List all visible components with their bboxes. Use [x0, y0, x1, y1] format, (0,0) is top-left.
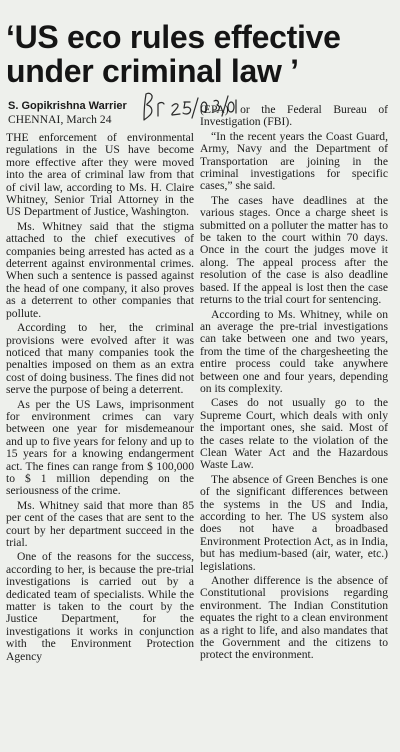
paragraph: One of the reasons for the success, according to her, is because the pre-trial investigations is carried out by a dedicated team of specialists. While the matter is taken to the court by the Justice Department, for the investigations it works in conjunction with the Environment Protection Agency [6, 550, 194, 663]
dateline-city: CHENNAI, [8, 114, 64, 126]
paragraph: THE enforcement of environmental regulations in the US have become more effective after they were moved into the area of criminal law from that of civil law, according to Ms. H. Claire Whitney, Senior Trial Attorney in the US Department of Justice, Washington. [6, 131, 194, 219]
paragraph: The cases have deadlines at the various stages. Once a charge sheet is submitted on a polluter the matter has to be taken to the court within 70 days. Once in the court the judges move it along. The appeal process after the resolution of the case is also deadline based. If the appeal is lost then the case returns to the trial court for sentencing. [200, 193, 388, 307]
paragraph: As per the US Laws, imprisonment for environment crimes can vary between one year for misdemeanour and up to five years for felony and up to 15 years for a knowing endangerment act. The fines can range from $ 100,000 to $ 1 million depending on the seriousness of the crime. [6, 397, 194, 498]
headline-line-2: under criminal law ’ [6, 53, 299, 89]
dateline-date: March 24 [66, 114, 112, 126]
article-column-left [6, 132, 194, 665]
headline-line-1: ‘US eco rules effective [6, 19, 341, 55]
article-column-right [200, 104, 388, 664]
paragraph: “In the recent years the Coast Guard, Army, Navy and the Department of Transportation are joining in the criminal investigations for specific cases,” she said. [200, 129, 388, 193]
paragraph: Ms. Whitney said that the stigma attached to the chief executives of companies being arrested has acted as a deterrent against environmental crimes. When such a sentence is passed against the head of one company, it also proves as a deterrent to other companies that pollute. [6, 219, 194, 320]
paragraph: According to Ms. Whitney, while on an average the pre-trial investigations can take between one and two years, from the time of the chargesheeting the entire process could take anywhere between one and four years, depending on its complexity. [200, 307, 388, 395]
paragraph: The absence of Green Benches is one of the significant differences between the systems in the US and India, according to her. The US system also does not have a broadbased Environment Protection Act, as in India, but has medium-based (air, water, etc.) legislations. [200, 472, 388, 573]
paragraph: Cases do not usually go to the Supreme Court, which deals with only the important ones, she said. Most of the cases relate to the violation of the Clean Water Act and the Hazardous Waste Law. [200, 396, 388, 472]
paragraph: (EPA) or the Federal Bureau of Investigation (FBI). [200, 103, 388, 129]
paragraph: Another difference is the absence of Constitutional provisions regarding environment. The Indian Constitution equates the right to a clean environment as a right to life, and also mandates that the Government and the citizens to protect the environment. [200, 574, 388, 662]
dateline [8, 114, 112, 127]
paragraph: Ms. Whitney said that more than 85 per cent of the cases that are sent to the court by her department succeed in the trial. [6, 498, 194, 549]
byline: S. Gopikrishna Warrier [8, 100, 127, 112]
headline [6, 20, 398, 88]
paragraph: According to her, the criminal provisions were evolved after it was noticed that many companies took the penalties imposed on them as an extra cost of doing business. The fines did not serve the purpose of being a deterrent. [6, 321, 194, 397]
